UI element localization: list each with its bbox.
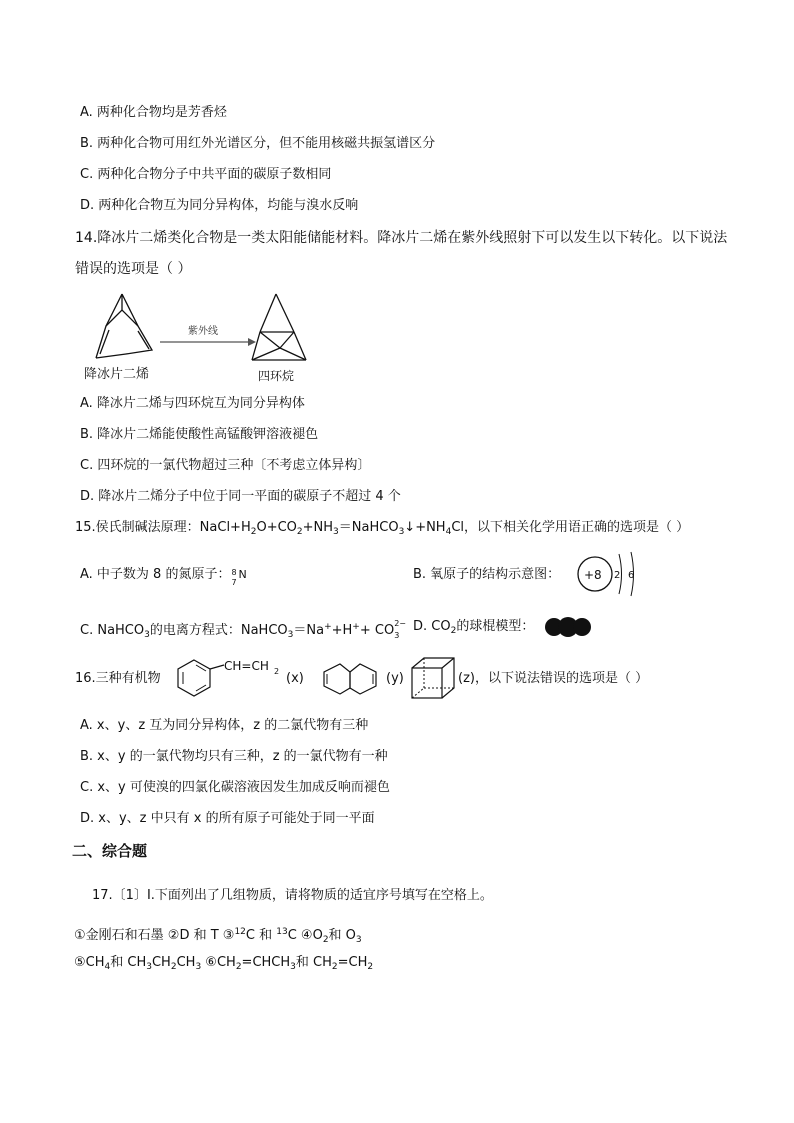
q13-option-c: C. 两种化合物分子中共平面的碳原子数相同 (80, 167, 332, 182)
q13-option-a: A. 两种化合物均是芳香烃 (80, 105, 227, 120)
nucleus-charge: +8 (584, 568, 602, 582)
x-label: (x) (286, 671, 304, 686)
q14-reaction-figure (80, 288, 320, 384)
shell-1-count: 2 (614, 570, 621, 581)
q14-option-b: B. 降冰片二烯能使酸性高锰酸钾溶液褪色 (80, 427, 319, 442)
co2-ball-and-stick-model (542, 616, 594, 638)
q16-option-c: C. x、y 可使溴的四氯化碳溶液因发生加成反响而褪色 (80, 780, 390, 795)
q15-option-d-text: D. $CO_2$的球棍模型： (413, 619, 535, 636)
oxygen-atom-structure-diagram (574, 548, 644, 604)
styrene-structure (174, 656, 284, 702)
cubane-structure (410, 656, 456, 700)
q14-stem-line2: 错误的选项是（ ） (75, 261, 192, 277)
vinyl-group-label: CH=CH (224, 659, 269, 673)
quadricyclane-structure (252, 294, 306, 360)
q13-option-b: B. 两种化合物可用红外光谱区分，但不能用核磁共振氢谱区分 (80, 136, 436, 151)
q15-stem: 15.侯氏制碱法原理：$NaCl+H_2O+CO_2+NH_3=NaHCO_3↓+NH_4Cl$，以下相关化学用语正确的选项是（ ） (75, 520, 690, 537)
y-label: (y) (386, 671, 404, 686)
q14-stem-line1: 14.降冰片二烯类化合物是一类太阳能储能材料。降冰片二烯在紫外线照射下可以发生以下转化。以下说法 (75, 230, 728, 246)
quadricyclane-name: 四环烷 (258, 369, 295, 383)
norbornadiene-name: 降冰片二烯 (84, 367, 150, 382)
vinyl-subscript: 2 (274, 667, 280, 676)
q14-option-c: C. 四环烷的一氯代物超过三种〔不考虑立体异构〕 (80, 458, 371, 473)
oxygen-ball-right (573, 618, 591, 636)
q16-stem-prefix: 16.三种有机物 (75, 671, 161, 686)
q15-option-b-text: B. 氧原子的结构示意图： (413, 567, 561, 582)
norbornadiene-structure (96, 294, 152, 358)
q13-option-d: D. 两种化合物互为同分异构体，均能与溴水反响 (80, 198, 359, 213)
q14-option-a: A. 降冰片二烯与四环烷互为同分异构体 (80, 396, 305, 411)
q16-option-d: D. x、y、z 中只有 x 的所有原子可能处于同一平面 (80, 811, 375, 826)
q14-option-d: D. 降冰片二烯分子中位于同一平面的碳原子不超过 4 个 (80, 489, 401, 504)
q17-stem: 17.〔1〕Ⅰ.下面列出了几组物质，请将物质的适宜序号填写在空格上。 (92, 888, 493, 903)
z-label-and-question: (z)，以下说法错误的选项是（ ） (458, 671, 649, 686)
q17-row1: ①金刚石和石墨 ②D 和 T ③$^{12}$C 和 $^{13}$C $④O_2$和 $O_3$ (74, 927, 362, 945)
q17-row2: $⑤CH_4$和 $CH_3CH_2CH_3$ $⑥CH_2=CHCH_3$和 $CH_2=CH_2$ (74, 955, 374, 972)
q16-option-b: B. x、y 的一氯代物均只有三种，z 的一氯代物有一种 (80, 749, 388, 764)
reaction-condition-label: 紫外线 (188, 326, 218, 337)
q15-option-c: C. NaHCO$_3$的电离方程式：NaHCO$_3$＝Na++H++ CO 2− 3 (80, 619, 406, 640)
section-title: 二、综合题 (72, 842, 148, 860)
pentalene-structure (318, 658, 382, 700)
shell-2-count: 6 (628, 570, 635, 581)
q15-option-a: A. 中子数为 8 的氮原子： 8 7 N (80, 567, 247, 587)
q16-option-a: A. x、y、z 互为同分异构体，z 的二氯代物有三种 (80, 718, 369, 733)
